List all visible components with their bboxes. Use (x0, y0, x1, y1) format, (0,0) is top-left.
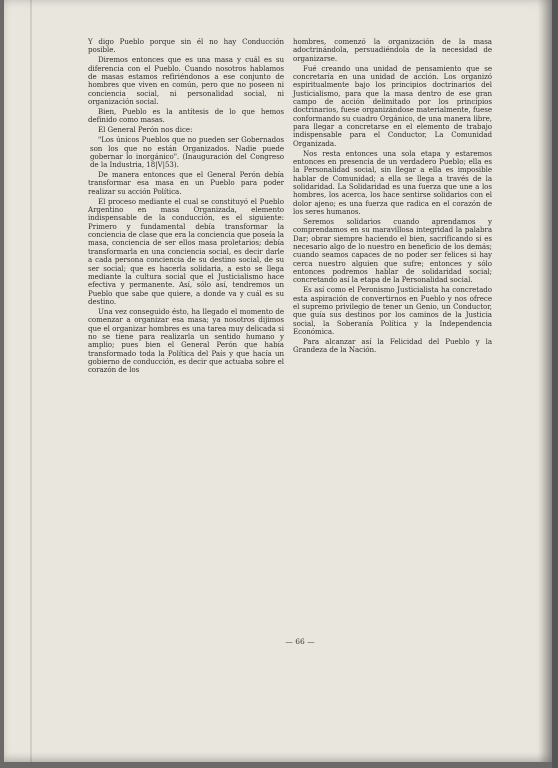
page-edge-shadow (538, 0, 552, 762)
paragraph: hombres, comenzó la organización de la masa adoctrinándola, persuadiéndola de la necesidad de organizarse. (293, 37, 492, 63)
page-fold-line (30, 0, 32, 762)
paragraph: El proceso mediante el cual se constituyó el Pueblo Argentino en masa Organizada, elemento indispensable de la conducción, es el siguiente: Primero y fundamental debía transformar la conciencia de clase que era la conciencia que poseía la masa, conciencia de ser ellos masa proletarios; debía transformarla en una conciencia social, es decir darle a cada persona conciencia de su destino social, de su ser social; que es hacerla solidaria, a esto se llega mediante la cultura social que el Justicialismo hace efectiva y permanente. Así, sólo así, tendremos un Pueblo que sabe que quiere, a donde va y cuál es su destino. (88, 196, 284, 306)
paragraph: Nos resta entonces una sola etapa y estaremos entonces en presencia de un verdadero Pueblo; ella es la Personalidad social, sin llegar a ella es imposible hablar de Comunidad; a ella se llega a través de la solidaridad. La Solidaridad es una fuerza que une a los hombres, los acerca, los hace sentirse solidarios con el dolor ajeno; es una fuerza que radica en el corazón de los seres humanos. (293, 148, 492, 217)
document-page (4, 0, 552, 762)
paragraph: Es así como el Peronismo Justicialista ha concretado esta aspiración de convertirnos en Pueblo y nos ofrece el supremo privilegio de tener un Genio, un Conductor, que guía sus destinos por los caminos de la Justicia social, la Soberanía Política y la Independencia Económica. (293, 285, 492, 337)
paragraph: Diremos entonces que es una masa y cuál es su diferencia con el Pueblo. Cuando nosotros hablamos de masas estamos refiriéndonos a ese conjunto de hombres que viven en común, pero que no poseen ni conciencia social, ni personalidad social, ni organización social. (88, 55, 284, 106)
paragraph: Bien, Pueblo es la antítesis de lo que hemos definido como masas. (88, 106, 284, 125)
paragraph: Y digo Pueblo porque sin él no hay Conducción posible. (88, 37, 284, 55)
left-text-column (88, 38, 284, 376)
paragraph: Fué creando una unidad de pensamiento que se concretaría en una unidad de acción. Los organizó espiritualmente bajo los principios doctrinarios del Justicialismo, para que la masa dentro de ese gran campo de acción delimitado por los principios doctrinarios, fuese organizándose materialmente, fuese conformando su cuadro Orgánico, de una manera libre, para llegar a concretarse en el elemento de trabajo indispensable para el Conductor, La Comunidad Organizada. (293, 63, 492, 148)
scan-background-edge (552, 0, 558, 768)
right-text-column (293, 38, 492, 356)
paragraph: Una vez conseguido ésto, ha llegado el momento de comenzar a organizar esa masa; ya nosotros dijimos que el organizar hombres es una tarea muy delicada si no se tiene para realizarla un sentido humano y amplio; pues bien el General Perón que había transformado toda la Política del País y que hacía un gobierno de conducción, es decir que actuaba sobre el corazón de los (88, 306, 284, 375)
paragraph: De manera entonces que el General Perón debía transformar esa masa en un Pueblo para poder realizar su acción Política. (88, 170, 284, 196)
page-number: — 66 — (285, 637, 315, 646)
quotation: "Los únicos Pueblos que no pueden ser Gobernados son los que no están Organizados. Nadie puede gobernar lo inorgánico". (Inauguración del Congreso de la Industria, 18|V|53). (90, 135, 284, 170)
paragraph: Seremos solidarios cuando aprendamos y comprendamos en su maravillosa integridad la palabra Dar; obrar siempre haciendo el bien, sacrificando si es necesario algo de lo nuestro en beneficio de los demás; cuando seamos capaces de no poder ser felices si hay cerca nuestro alguien que sufre; entonces y sólo entonces podremos hablar de solidaridad social; concretando así la etapa de la Personalidad social. (293, 217, 492, 285)
paragraph: Para alcanzar así la Felicidad del Pueblo y la Grandeza de la Nación. (293, 337, 492, 355)
paragraph: El General Perón nos dice: (98, 125, 193, 135)
